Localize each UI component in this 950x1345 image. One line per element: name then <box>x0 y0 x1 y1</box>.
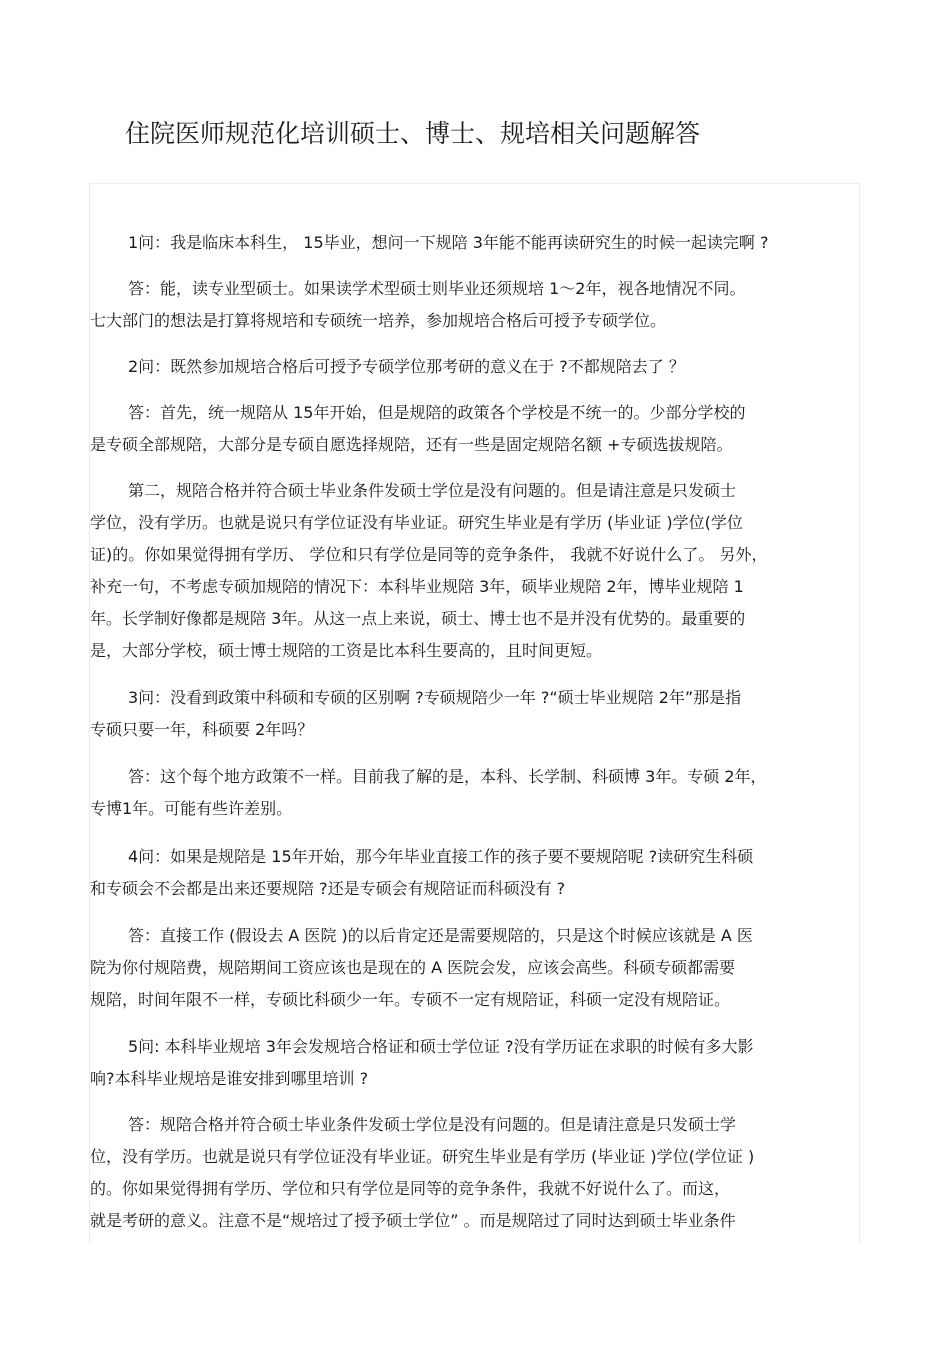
paragraph-line: 答：首先，统一规陪从 15年开始，但是规陪的政策各个学校是不统一的。少部分学校的 <box>128 403 746 422</box>
paragraph-line: 答：直接工作 (假设去 A 医院 )的以后肯定还是需要规陪的，只是这个时候应该就是 A 医 <box>128 926 753 945</box>
paragraph-line: 学位，没有学历。也就是说只有学位证没有毕业证。研究生毕业是有学历 (毕业证 )学位(学位 <box>90 513 743 532</box>
page-title: 住院医师规范化培训硕士、博士、规培相关问题解答 <box>125 119 701 148</box>
document-body <box>89 183 860 1243</box>
paragraph-line: 和专硕会不会都是出来还要规陪 ?还是专硕会有规陪证而科硕没有 ? <box>90 879 566 898</box>
paragraph-line: 3问：没看到政策中科硕和专硕的区别啊 ?专硕规陪少一年 ?“硕士毕业规陪 2年”那是指 <box>128 688 742 707</box>
paragraph-line: 院为你付规陪费，规陪期间工资应该也是现在的 A 医院会发，应该会高些。科硕专硕都需要 <box>90 958 736 977</box>
paragraph-line: 4问：如果是规陪是 15年开始，那今年毕业直接工作的孩子要不要规陪呢 ?读研究生科硕 <box>128 847 754 866</box>
paragraph-line: 七大部门的想法是打算将规培和专硕统一培养，参加规培合格后可授予专硕学位。 <box>90 311 667 330</box>
paragraph-line: 第二，规陪合格并符合硕士毕业条件发硕士学位是没有问题的。但是请注意是只发硕士 <box>128 481 737 500</box>
paragraph-line: 5问: 本科毕业规培 3年会发规培合格证和硕士学位证 ?没有学历证在求职的时候有多大影 <box>128 1037 754 1056</box>
paragraph-line: 补充一句，不考虑专硕加规陪的情况下：本科毕业规陪 3年，硕毕业规陪 2年，博毕业规陪 1 <box>90 577 744 596</box>
paragraph-line: 年。长学制好像都是规陪 3年。从这一点上来说，硕士、博士也不是并没有优势的。最重要的 <box>90 609 746 628</box>
paragraph-line: 规陪，时间年限不一样，专硕比科硕少一年。专硕不一定有规陪证，科硕一定没有规陪证。 <box>90 990 731 1009</box>
paragraph-line: 是专硕全部规陪，大部分是专硕自愿选择规陪，还有一些是固定规陪名额 +专硕选拔规陪。 <box>90 435 733 454</box>
paragraph-line: 响?本科毕业规培是谁安排到哪里培训 ? <box>90 1069 369 1088</box>
paragraph-line: 就是考研的意义。注意不是“规培过了授予硕士学位” 。而是规陪过了同时达到硕士毕业条件 <box>90 1211 736 1230</box>
paragraph-line: 答：这个每个地方政策不一样。目前我了解的是，本科、长学制、科硕博 3年。专硕 2年， <box>128 767 767 786</box>
paragraph-line: 位，没有学历。也就是说只有学位证没有毕业证。研究生毕业是有学历 (毕业证 )学位(学位证 ) <box>90 1147 755 1166</box>
paragraph-line: 专博1年。可能有些许差别。 <box>90 799 293 818</box>
paragraph-line: 答：规陪合格并符合硕士毕业条件发硕士学位是没有问题的。但是请注意是只发硕士学 <box>128 1115 737 1134</box>
paragraph-line: 2问：既然参加规培合格后可授予专硕学位那考研的意义在于 ?不都规陪去了 ？ <box>128 357 685 376</box>
paragraph-line: 答：能，读专业型硕士。如果读学术型硕士则毕业还须规培 1～2年，视各地情况不同。 <box>128 279 746 298</box>
paragraph-line: 专硕只要一年，科硕要 2年吗？ <box>90 720 314 739</box>
paragraph-line: 是，大部分学校，硕士博士规陪的工资是比本科生要高的，且时间更短。 <box>90 641 603 660</box>
paragraph-line: 1问：我是临床本科生， 15毕业，想问一下规陪 3年能不能再读研究生的时候一起读完啊 ? <box>128 233 769 252</box>
paragraph-line: 的。你如果觉得拥有学历、学位和只有学位是同等的竞争条件，我就不好说什么了。而这， <box>90 1179 731 1198</box>
paragraph-line: 证)的。你如果觉得拥有学历、 学位和只有学位是同等的竞争条件， 我就不好说什么了。 另外， <box>90 545 768 564</box>
